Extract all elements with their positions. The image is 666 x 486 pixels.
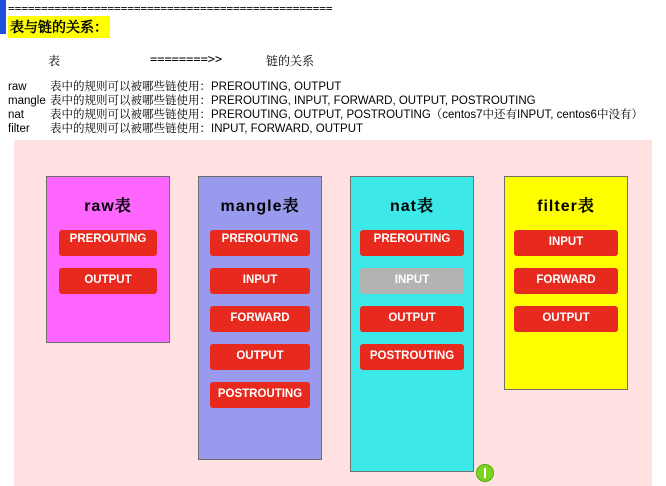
chain-chip-input: INPUT	[210, 268, 310, 294]
description-text: 表中的规则可以被哪些链使用：PREROUTING, INPUT, FORWARD, OUTPUT, POSTROUTING	[50, 95, 536, 107]
card-title: raw表	[84, 198, 132, 215]
description-line	[8, 122, 643, 136]
table-card-mangle	[198, 176, 322, 460]
arrow-icon: ========>>	[150, 52, 223, 66]
chain-chip-output: OUTPUT	[514, 306, 618, 332]
description-line	[8, 108, 643, 122]
left-edge-marker	[0, 0, 6, 34]
chain-chip-input: INPUT	[360, 268, 464, 294]
description-line	[8, 94, 643, 108]
card-title: mangle表	[220, 198, 300, 215]
description-label: raw	[8, 81, 27, 93]
chain-chip-forward: FORWARD	[210, 306, 310, 332]
description-text: 表中的规则可以被哪些链使用：PREROUTING, OUTPUT	[50, 81, 342, 93]
chain-chip-output: OUTPUT	[360, 306, 464, 332]
text-cursor-indicator	[476, 464, 494, 482]
chain-chip-forward: FORWARD	[514, 268, 618, 294]
column-header-table: 表	[48, 54, 61, 68]
description-text: 表中的规则可以被哪些链使用：INPUT, FORWARD, OUTPUT	[50, 123, 364, 135]
description-label: mangle	[8, 95, 46, 107]
chain-chip-prerouting: PREROUTING	[210, 230, 310, 256]
description-lines	[8, 80, 643, 136]
card-title: nat表	[389, 198, 434, 215]
chain-chip-output: OUTPUT	[59, 268, 157, 294]
card-title: filter表	[537, 198, 595, 215]
chain-chip-prerouting: PREROUTING	[360, 230, 464, 256]
chain-chip-input: INPUT	[514, 230, 618, 256]
page-title: 表与链的关系：	[8, 16, 110, 38]
diagram-panel	[14, 140, 652, 486]
caret-icon	[484, 468, 486, 478]
description-label: nat	[8, 109, 24, 121]
column-header-relation: 链的关系	[266, 54, 315, 68]
chain-chip-output: OUTPUT	[210, 344, 310, 370]
table-card-raw	[46, 176, 170, 343]
description-text: 表中的规则可以被哪些链使用：PREROUTING, OUTPUT, POSTROUTING（centos7中还有INPUT, centos6中没有）	[50, 109, 643, 121]
chain-chip-prerouting: PREROUTING	[59, 230, 157, 256]
table-card-filter	[504, 176, 628, 390]
description-line	[8, 80, 643, 94]
table-card-nat	[350, 176, 474, 472]
chain-chip-postrouting: POSTROUTING	[360, 344, 464, 370]
separator-rule: =================================================	[8, 2, 333, 15]
chain-chip-postrouting: POSTROUTING	[210, 382, 310, 408]
description-label: filter	[8, 123, 30, 135]
